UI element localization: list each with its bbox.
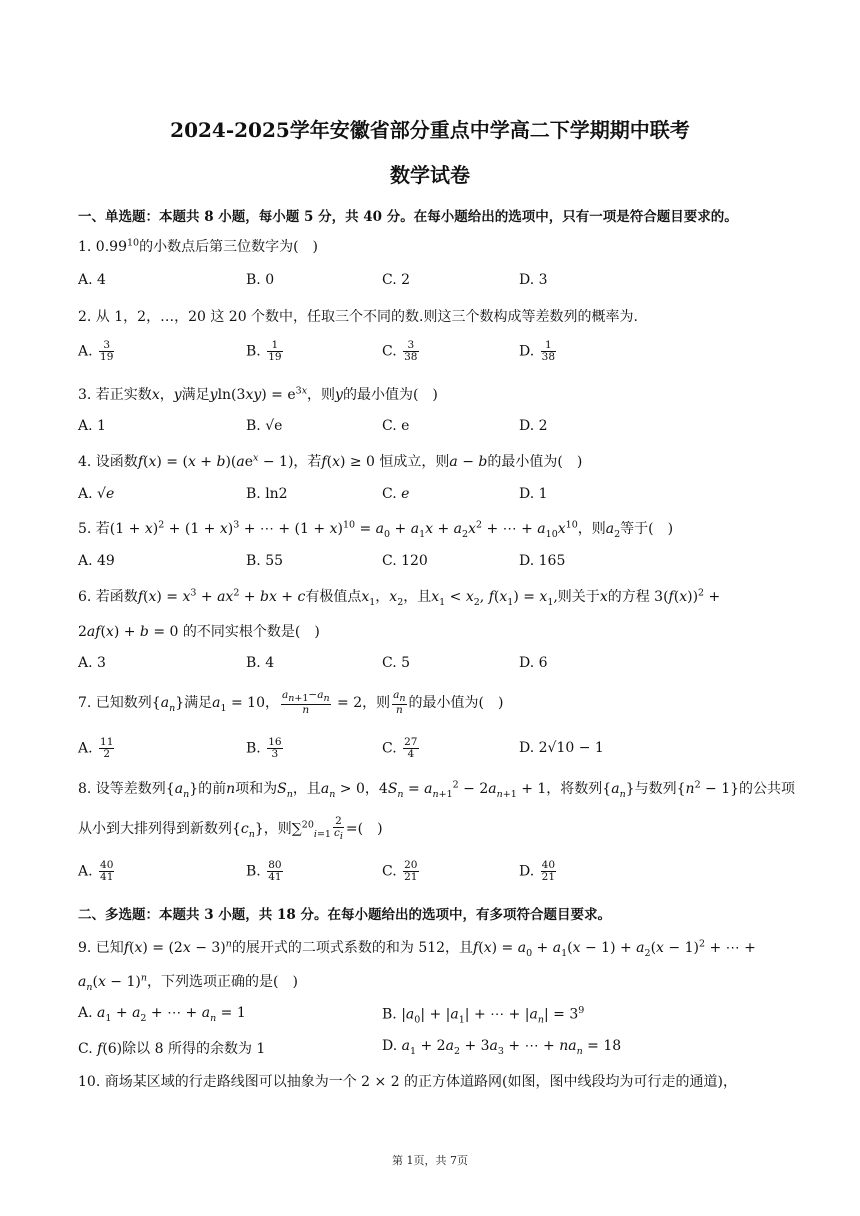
q8-line2-prefix: 从小到大排列得到新数列 [78,821,232,838]
q6-option-c: C. 5 [382,655,411,671]
q9-option-c-text: 除以 8 所得的余数为 1 [122,1041,266,1057]
q8-option-a: A. $\frac{40}{41}$ [78,859,114,883]
q5-option-c: C. 120 [382,553,428,569]
question-8-line-1: 8. 设等差数列$\{a_n\}$的前n项和为$S_n$，且$a_n > 0$，$4S_n = a_{n+1}^2 - 2a_{n+1} + 1$，将数列$\{a_n\}$与数列$\{n^2 - 1\}$的公共项 [78,779,796,800]
q3-option-d: D. 2 [519,418,548,434]
question-7: 7. 已知数列$\{a_n\}$满足$a_1 = 10$， $\frac{a_{n+1}-a_n}{n}$ = 2，则 $\frac{a_n}{n}$ 的最小值为( ) [78,689,504,717]
q2-option-c: C. $\frac{3}{38}$ [382,339,418,363]
question-5: 5. 若$(1 + x)^2 + (1 + x)^3$ + ⋯ + $(1 + x)^{10} = a_0 + a_1x + a_2x^2$ + ⋯ + $a_{10}x^{10}$，则$a_2$等于( ) [78,519,674,540]
q3-option-a: A. 1 [78,418,106,434]
q1-option-b: B. 0 [246,272,275,288]
q8-option-b: B. $\frac{80}{41}$ [246,859,282,883]
question-9-line-1: 9. 已知$f(x) = (2x - 3)^n$的展开式的二项式系数的和为 512，且$f(x) = a_0 + a_1(x - 1) + a_2(x - 1)^2$ + ⋯ + [78,938,756,959]
q5-option-a: A. 49 [78,553,115,569]
q2-option-d: D. $\frac{1}{38}$ [519,339,556,363]
q2-option-a: A. $\frac{3}{19}$ [78,339,114,363]
q1-option-a: A. 4 [78,272,106,288]
q6-option-a: A. 3 [78,655,106,671]
question-1: 1. 0.99$^{10}$的小数点后第三位数字为( ) [78,237,319,255]
question-6-line-1: 6. 若函数$f(x) = x^3 + ax^2$ + bx + c有极值点$x_1$，$x_2$，且$x_1 < x_2$, $f(x_1) = x_1$,则关于x的方程 $3(f(x))^2$ + [78,587,721,608]
q4-option-d: D. 1 [519,486,548,502]
q9-option-a: A. $a_1 + a_2$ + ⋯ + $a_n = 1$ [78,1005,246,1024]
question-8-line-2: 从小到大排列得到新数列$\{c_n\}$，则∑$^{20}_{i=1}$ $\frac{2}{c_i}$ =( ) [78,815,383,843]
q7-option-b: B. $\frac{16}{3}$ [246,736,282,760]
page-footer: 第 1页，共 7页 [392,1154,468,1167]
q9-option-b: B. $|a_0| + |a_1|$ + ⋯ + $|a_n| = 3^9$ [382,1005,585,1026]
q1-stem: 的小数点后第三位数字为( ) [139,239,319,255]
q3-option-b: B. √e [246,418,283,434]
question-3: 3. 若正实数x，y满足$yln(3xy) = e^{3x}$，则y的最小值为( ) [78,385,438,403]
q9-option-d: D. $a_1 + 2a_2 + 3a_3$ + ⋯ + $na_n = 18$ [382,1038,622,1057]
q4-option-c: C. e [382,486,410,502]
question-10: 10. 商场某区域的行走路线图可以抽象为一个 2 × 2 的正方体道路网(如图，图中线段均为可行走的通道)， [78,1074,737,1090]
q7-option-a: A. $\frac{11}{2}$ [78,736,114,760]
q5-option-b: B. 55 [246,553,284,569]
question-4: 4. 设函数$f(x) = (x + b)(ae^x - 1)$，若f(x) ≥ 0 恒成立，则a − b的最小值为( ) [78,452,583,470]
q6-option-b: B. 4 [246,655,275,671]
q7-option-d: D. 2√10 − 1 [519,740,604,756]
q2-option-b: B. $\frac{1}{19}$ [246,339,282,363]
q6-option-d: D. 6 [519,655,548,671]
q9-option-c: C. f(6)除以 8 所得的余数为 1 [78,1041,266,1057]
question-6-line-2: 2af(x) + b = 0 的不同实根个数是( ) [78,624,320,640]
q3-option-c: C. e [382,418,410,434]
q7-option-c: C. $\frac{27}{4}$ [382,736,418,760]
q8-option-c: C. $\frac{20}{21}$ [382,859,418,883]
question-9-line-2: $a_n(x - 1)^n$，下列选项正确的是( ) [78,972,298,993]
section-2-heading: 二、多选题：本题共 3 小题，共 18 分。在每小题给出的选项中，有多项符合题目要求。 [78,907,611,923]
q1-option-c: C. 2 [382,272,411,288]
q4-option-b: B. ln2 [246,486,288,502]
exam-subtitle: 数学试卷 [390,163,470,187]
q1-option-d: D. 3 [519,272,548,288]
question-2: 2. 从 1，2，…，20 这 20 个数中，任取三个不同的数.则这三个数构成等差数列的概率为. [78,309,638,325]
exam-title: 2024-2025学年安徽省部分重点中学高二下学期期中联考 [170,118,690,142]
q5-option-d: D. 165 [519,553,566,569]
q4-option-a: A. √e [78,486,115,502]
section-1-heading: 一、单选题：本题共 8 小题，每小题 5 分，共 40 分。在每小题给出的选项中，只有一项是符合题目要求的。 [78,209,738,225]
q8-option-d: D. $\frac{40}{21}$ [519,859,556,883]
